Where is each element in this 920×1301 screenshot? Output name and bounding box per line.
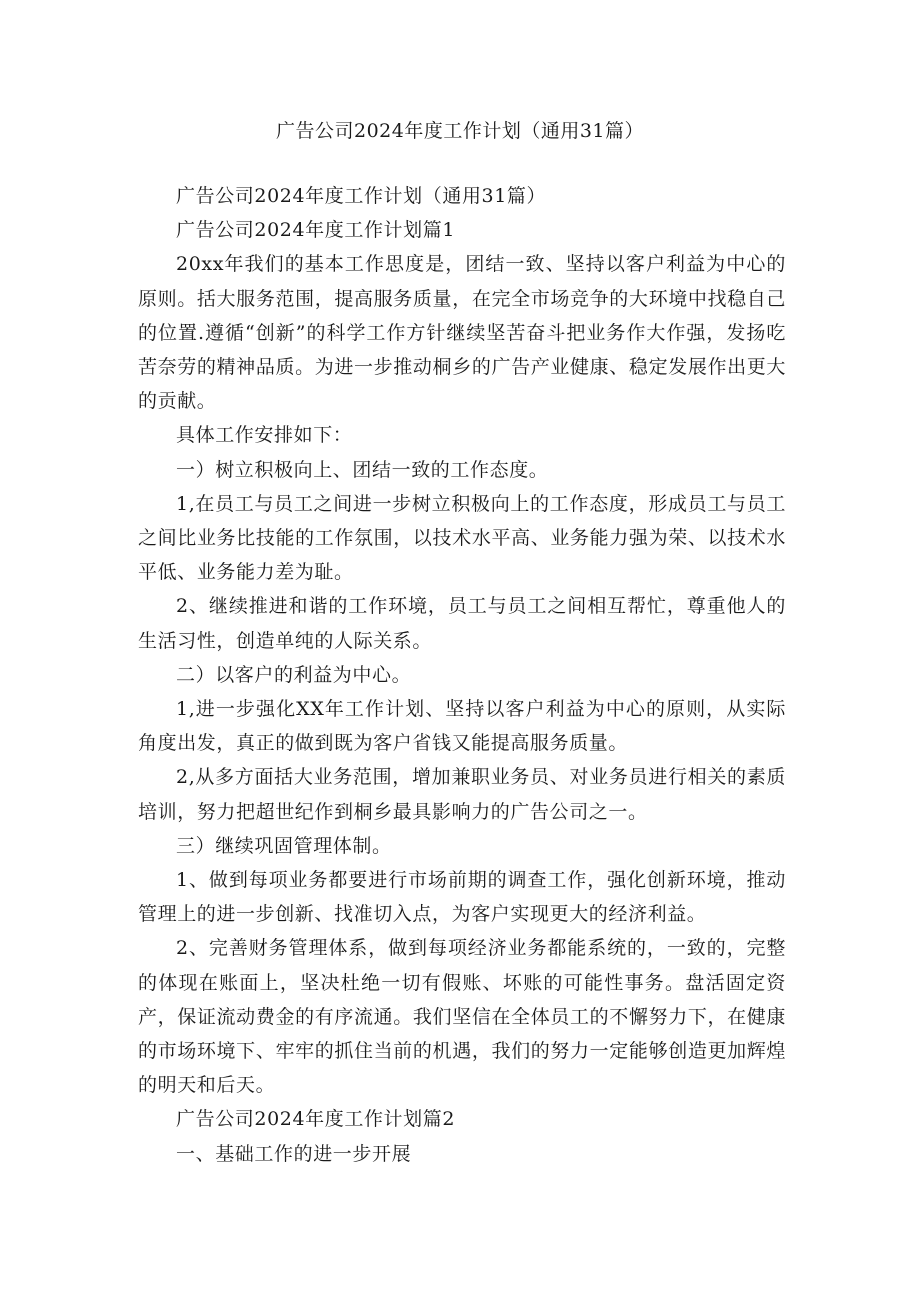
body-paragraph: 1、做到每项业务都要进行市场前期的调查工作，强化创新环境，推动管理上的进一步创新、找准切入点，为客户实现更大的经济利益。 xyxy=(138,869,786,926)
body-paragraph: 2、完善财务管理体系，做到每项经济业务都能系统的，一致的，完整的体现在账面上，坚决杜绝一切有假账、坏账的可能性事务。盘活固定资产，保证流动费金的有序流通。我们坚信在全体员工的不懈努力下，在健康的市场环境下、牢牢的抓住当前的机遇，我们的努力一定能够创造更加辉煌的明天和后天。 xyxy=(138,937,786,1097)
body-paragraph: 2,从多方面括大业务范围，增加兼职业务员、对业务员进行相关的素质培训，努力把超世纪作到桐乡最具影响力的广告公司之一。 xyxy=(138,766,786,823)
subheading-paragraph: 二）以客户的利益为中心。 xyxy=(176,663,412,686)
subheading-paragraph: 一、基础工作的进一步开展 xyxy=(176,1142,412,1165)
document-title: 广告公司2024年度工作计划（通用31篇） xyxy=(275,120,645,142)
subheading-paragraph: 一）树立积极向上、团结一致的工作态度。 xyxy=(176,458,549,481)
body-paragraph: 20xx年我们的基本工作思度是，团结一致、坚持以客户利益为中心的原则。括大服务范围，提高服务质量，在完全市场竞争的大环境中找稳自己的位置.遵循“创新”的科学工作方针继续坚苦奋斗把业务作大作强，发扬吃苦奈劳的精神品质。为进一步推动桐乡的广告产业健康、稳定发展作出更大的贡献。 xyxy=(138,253,786,413)
document-body xyxy=(138,179,786,1171)
section-heading-1: 广告公司2024年度工作计划篇1 xyxy=(176,219,456,242)
body-paragraph: 具体工作安排如下： xyxy=(176,424,353,447)
body-paragraph: 1,进一步强化XX年工作计划、坚持以客户利益为中心的原则，从实际角度出发，真正的做到既为客户省钱又能提高服务质量。 xyxy=(138,698,786,755)
subtitle-paragraph: 广告公司2024年度工作计划（通用31篇） xyxy=(176,185,547,207)
body-paragraph: 2、继续推进和谐的工作环境，员工与员工之间相互帮忙，尊重他人的生活习性，创造单纯的人际关系。 xyxy=(138,595,786,652)
body-paragraph: 1,在员工与员工之间进一步树立积极向上的工作态度，形成员工与员工之间比业务比技能的工作氛围，以技术水平高、业务能力强为荣、以技术水平低、业务能力差为耻。 xyxy=(138,492,786,584)
subheading-paragraph: 三）继续巩固管理体制。 xyxy=(176,834,392,857)
section-heading-2: 广告公司2024年度工作计划篇2 xyxy=(176,1108,456,1131)
